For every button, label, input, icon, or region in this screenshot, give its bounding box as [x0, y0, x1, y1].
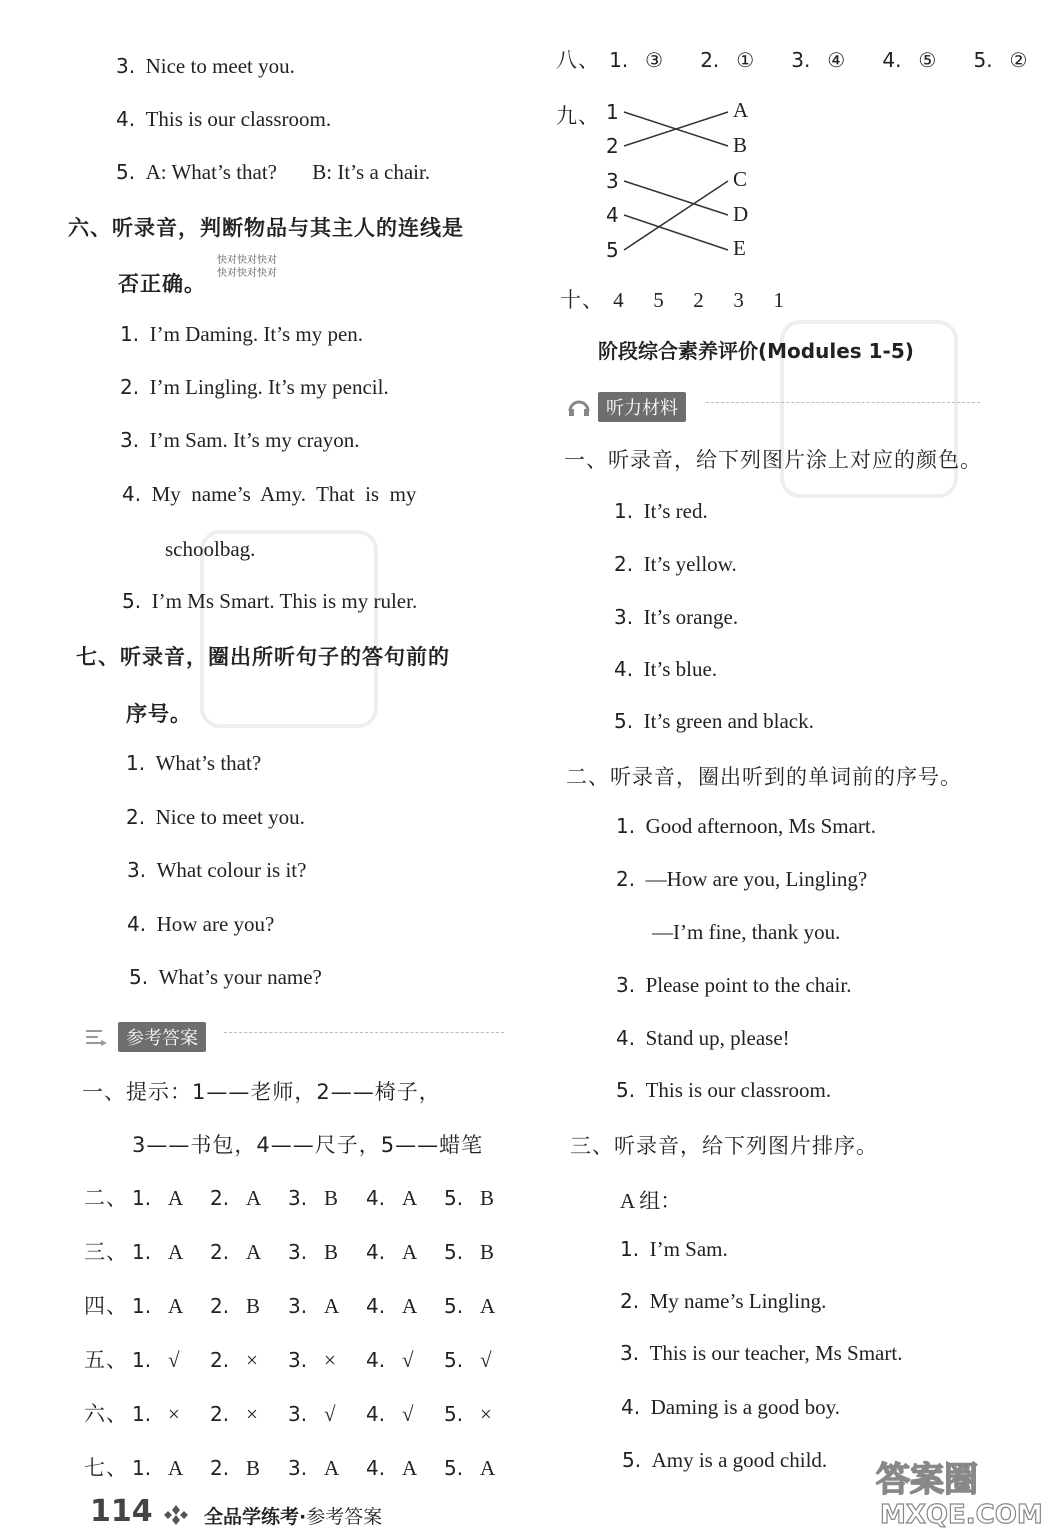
- answer-header: [84, 1022, 504, 1052]
- list-item: 1. Good afternoon, Ms Smart.: [616, 814, 876, 838]
- answer-value: √: [324, 1402, 336, 1426]
- divider: [224, 1032, 504, 1033]
- answer-value: B: [480, 1240, 495, 1264]
- answer-row-8: 八、 1. ③ 2. ① 3. ④ 4. ⑤ 5. ②: [556, 48, 1028, 72]
- match-line: [624, 215, 728, 250]
- answer-number: 3.: [288, 1456, 308, 1480]
- answer-value: B: [480, 1186, 495, 1210]
- headphones-icon: [566, 395, 592, 419]
- answer-value: A: [168, 1294, 184, 1318]
- answer-row-label: 二、: [84, 1186, 128, 1210]
- answer-number: 5.: [444, 1348, 464, 1372]
- list-item: 2. I’m Lingling. It’s my pencil.: [120, 375, 389, 399]
- answer-number: 3.: [288, 1240, 308, 1264]
- answer-value: A: [480, 1456, 496, 1480]
- match-right-a: A: [733, 98, 749, 122]
- section-2-title: 二、听录音，圈出听到的单词前的序号。: [566, 765, 962, 789]
- answer-value: A: [402, 1186, 418, 1210]
- answer-value: √: [168, 1348, 180, 1372]
- answer-tag: 参考答案: [118, 1022, 206, 1052]
- answer-1-line-1: 一、提示：1——老师，2——椅子，: [82, 1080, 441, 1104]
- answer-value: A: [168, 1456, 184, 1480]
- diamond-icon: [164, 1504, 188, 1526]
- answer-number: 2.: [210, 1294, 230, 1318]
- listen-tag: 听力材料: [598, 392, 686, 422]
- match-left-1: 1: [606, 100, 619, 124]
- list-item: 3. I’m Sam. It’s my crayon.: [120, 428, 360, 452]
- answer-row-label: 三、: [84, 1240, 128, 1264]
- list-item: 1. I’m Daming. It’s my pen.: [120, 322, 364, 346]
- match-lines: [620, 100, 732, 260]
- answer-value: B: [246, 1456, 261, 1480]
- answer-value: A: [402, 1456, 418, 1480]
- answer-number: 5.: [444, 1402, 464, 1426]
- answer-row: [84, 1182, 522, 1212]
- answer-number: 4.: [366, 1402, 386, 1426]
- match-line: [624, 181, 728, 250]
- answer-value: A: [246, 1186, 262, 1210]
- answer-9-label: 九、: [556, 104, 600, 128]
- answer-number: 1.: [132, 1348, 152, 1372]
- list-item: 4. Daming is a good boy.: [621, 1395, 840, 1419]
- answer-value: B: [324, 1186, 339, 1210]
- match-left-5: 5: [606, 238, 619, 262]
- answer-number: 1.: [132, 1456, 152, 1480]
- footer-brand: 全品学练考·参考答案: [204, 1506, 383, 1528]
- list-item: 5. Amy is a good child.: [622, 1448, 828, 1472]
- answer-value: A: [324, 1294, 340, 1318]
- list-item: 3. This is our teacher, Ms Smart.: [620, 1341, 903, 1365]
- section-6-title: 六、听录音，判断物品与其主人的连线是: [68, 216, 464, 240]
- answer-value: √: [402, 1402, 414, 1426]
- list-item: 1. It’s red.: [614, 499, 708, 523]
- listen-header: [566, 392, 980, 422]
- watermark-logo: 答案圈: [876, 1460, 978, 1500]
- list-item-cont: schoolbag.: [165, 537, 256, 561]
- list-item: 5. What’s your name?: [129, 965, 322, 989]
- answer-row: [84, 1344, 522, 1374]
- group-label: A 组：: [620, 1189, 682, 1213]
- answer-number: 3.: [288, 1348, 308, 1372]
- list-item: 2. Nice to meet you.: [126, 805, 305, 829]
- answer-value: ×: [480, 1402, 492, 1426]
- match-left-3: 3: [606, 169, 619, 193]
- match-right-e: E: [733, 236, 746, 260]
- answer-value: A: [168, 1186, 184, 1210]
- match-right-b: B: [733, 133, 748, 157]
- answer-value: A: [246, 1240, 262, 1264]
- list-item: 1. What’s that?: [126, 751, 262, 775]
- answer-number: 2.: [210, 1240, 230, 1264]
- answer-value: A: [168, 1240, 184, 1264]
- answer-row: [84, 1452, 522, 1482]
- answer-row-label: 七、: [84, 1456, 128, 1480]
- match-right-d: D: [733, 202, 749, 226]
- answer-value: A: [402, 1240, 418, 1264]
- answer-value: ×: [168, 1402, 180, 1426]
- answer-number: 1.: [132, 1240, 152, 1264]
- list-item: 4. My name’s Amy. That is my: [122, 482, 417, 506]
- list-item: 3. Nice to meet you.: [116, 54, 295, 78]
- match-left-4: 4: [606, 203, 619, 227]
- list-item: 2. My name’s Lingling.: [620, 1289, 827, 1313]
- list-item: 2. It’s yellow.: [614, 552, 737, 576]
- match-left-2: 2: [606, 134, 619, 158]
- section-3-title: 三、听录音，给下列图片排序。: [570, 1134, 878, 1158]
- answer-row: [84, 1236, 522, 1266]
- answer-value: A: [324, 1456, 340, 1480]
- answer-number: 2.: [210, 1456, 230, 1480]
- answer-number: 3.: [288, 1402, 308, 1426]
- answer-number: 5.: [444, 1456, 464, 1480]
- list-item: 5. I’m Ms Smart. This is my ruler.: [122, 589, 418, 613]
- answer-row-label: 六、: [84, 1402, 128, 1426]
- list-item: 4. Stand up, please!: [616, 1026, 790, 1050]
- answer-value: ×: [246, 1402, 258, 1426]
- answer-number: 3.: [288, 1186, 308, 1210]
- answer-number: 4.: [366, 1240, 386, 1264]
- watermark-url: MXQE.COM: [880, 1500, 1043, 1530]
- list-item: 4. This is our classroom.: [116, 107, 332, 131]
- section-7-title: 七、听录音，圈出所听句子的答句前的: [76, 645, 450, 669]
- match-line: [624, 181, 728, 215]
- answer-number: 1.: [132, 1402, 152, 1426]
- list-item: 4. How are you?: [127, 912, 275, 936]
- answer-number: 4.: [366, 1186, 386, 1210]
- stage-title: 阶段综合素养评价(Modules 1-5): [598, 339, 914, 363]
- answer-value: A: [402, 1294, 418, 1318]
- list-item: 3. Please point to the chair.: [616, 973, 852, 997]
- page-number: 114: [90, 1494, 153, 1529]
- answer-value: ×: [246, 1348, 258, 1372]
- list-item-cont: —I’m fine, thank you.: [652, 920, 841, 944]
- answer-number: 5.: [444, 1186, 464, 1210]
- answer-value: B: [246, 1294, 261, 1318]
- answer-number: 4.: [366, 1456, 386, 1480]
- answer-icon: [84, 1026, 110, 1050]
- answer-number: 2.: [210, 1186, 230, 1210]
- answer-row-label: 五、: [84, 1348, 128, 1372]
- answer-row-label: 四、: [84, 1294, 128, 1318]
- answer-row: [84, 1290, 522, 1320]
- answer-number: 4.: [366, 1348, 386, 1372]
- list-item: 4. It’s blue.: [614, 657, 718, 681]
- section-7-title-cont: 序号。: [126, 702, 192, 726]
- answer-number: 5.: [444, 1240, 464, 1264]
- answer-1-line-2: 3——书包，4——尺子，5——蜡笔: [132, 1133, 484, 1157]
- divider: [706, 402, 980, 403]
- answer-number: 4.: [366, 1294, 386, 1318]
- stamp-text: 快对快对快对 快对快对快对: [217, 255, 277, 279]
- answer-value: A: [480, 1294, 496, 1318]
- list-item: 3. What colour is it?: [127, 858, 307, 882]
- answer-number: 2.: [210, 1348, 230, 1372]
- list-item: 1. I’m Sam.: [620, 1237, 728, 1261]
- answer-row: [84, 1398, 522, 1428]
- answer-number: 5.: [444, 1294, 464, 1318]
- list-item: 2. —How are you, Lingling?: [616, 867, 868, 891]
- answer-number: 2.: [210, 1402, 230, 1426]
- list-item: 5. It’s green and black.: [614, 709, 814, 733]
- answer-number: 3.: [288, 1294, 308, 1318]
- answer-value: √: [402, 1348, 414, 1372]
- section-6-title-cont: 否正确。: [118, 272, 206, 296]
- list-item: 3. It’s orange.: [614, 605, 739, 629]
- answer-value: B: [324, 1240, 339, 1264]
- answer-number: 1.: [132, 1186, 152, 1210]
- answer-value: √: [480, 1348, 492, 1372]
- list-item: 5. A: What’s that? B: It’s a chair.: [116, 160, 431, 184]
- answer-row-10: 十、 4 5 2 3 1: [560, 288, 784, 312]
- match-right-c: C: [733, 167, 748, 191]
- answer-number: 1.: [132, 1294, 152, 1318]
- answer-value: ×: [324, 1348, 336, 1372]
- section-1-title: 一、听录音，给下列图片涂上对应的颜色。: [564, 448, 982, 472]
- list-item: 5. This is our classroom.: [616, 1078, 832, 1102]
